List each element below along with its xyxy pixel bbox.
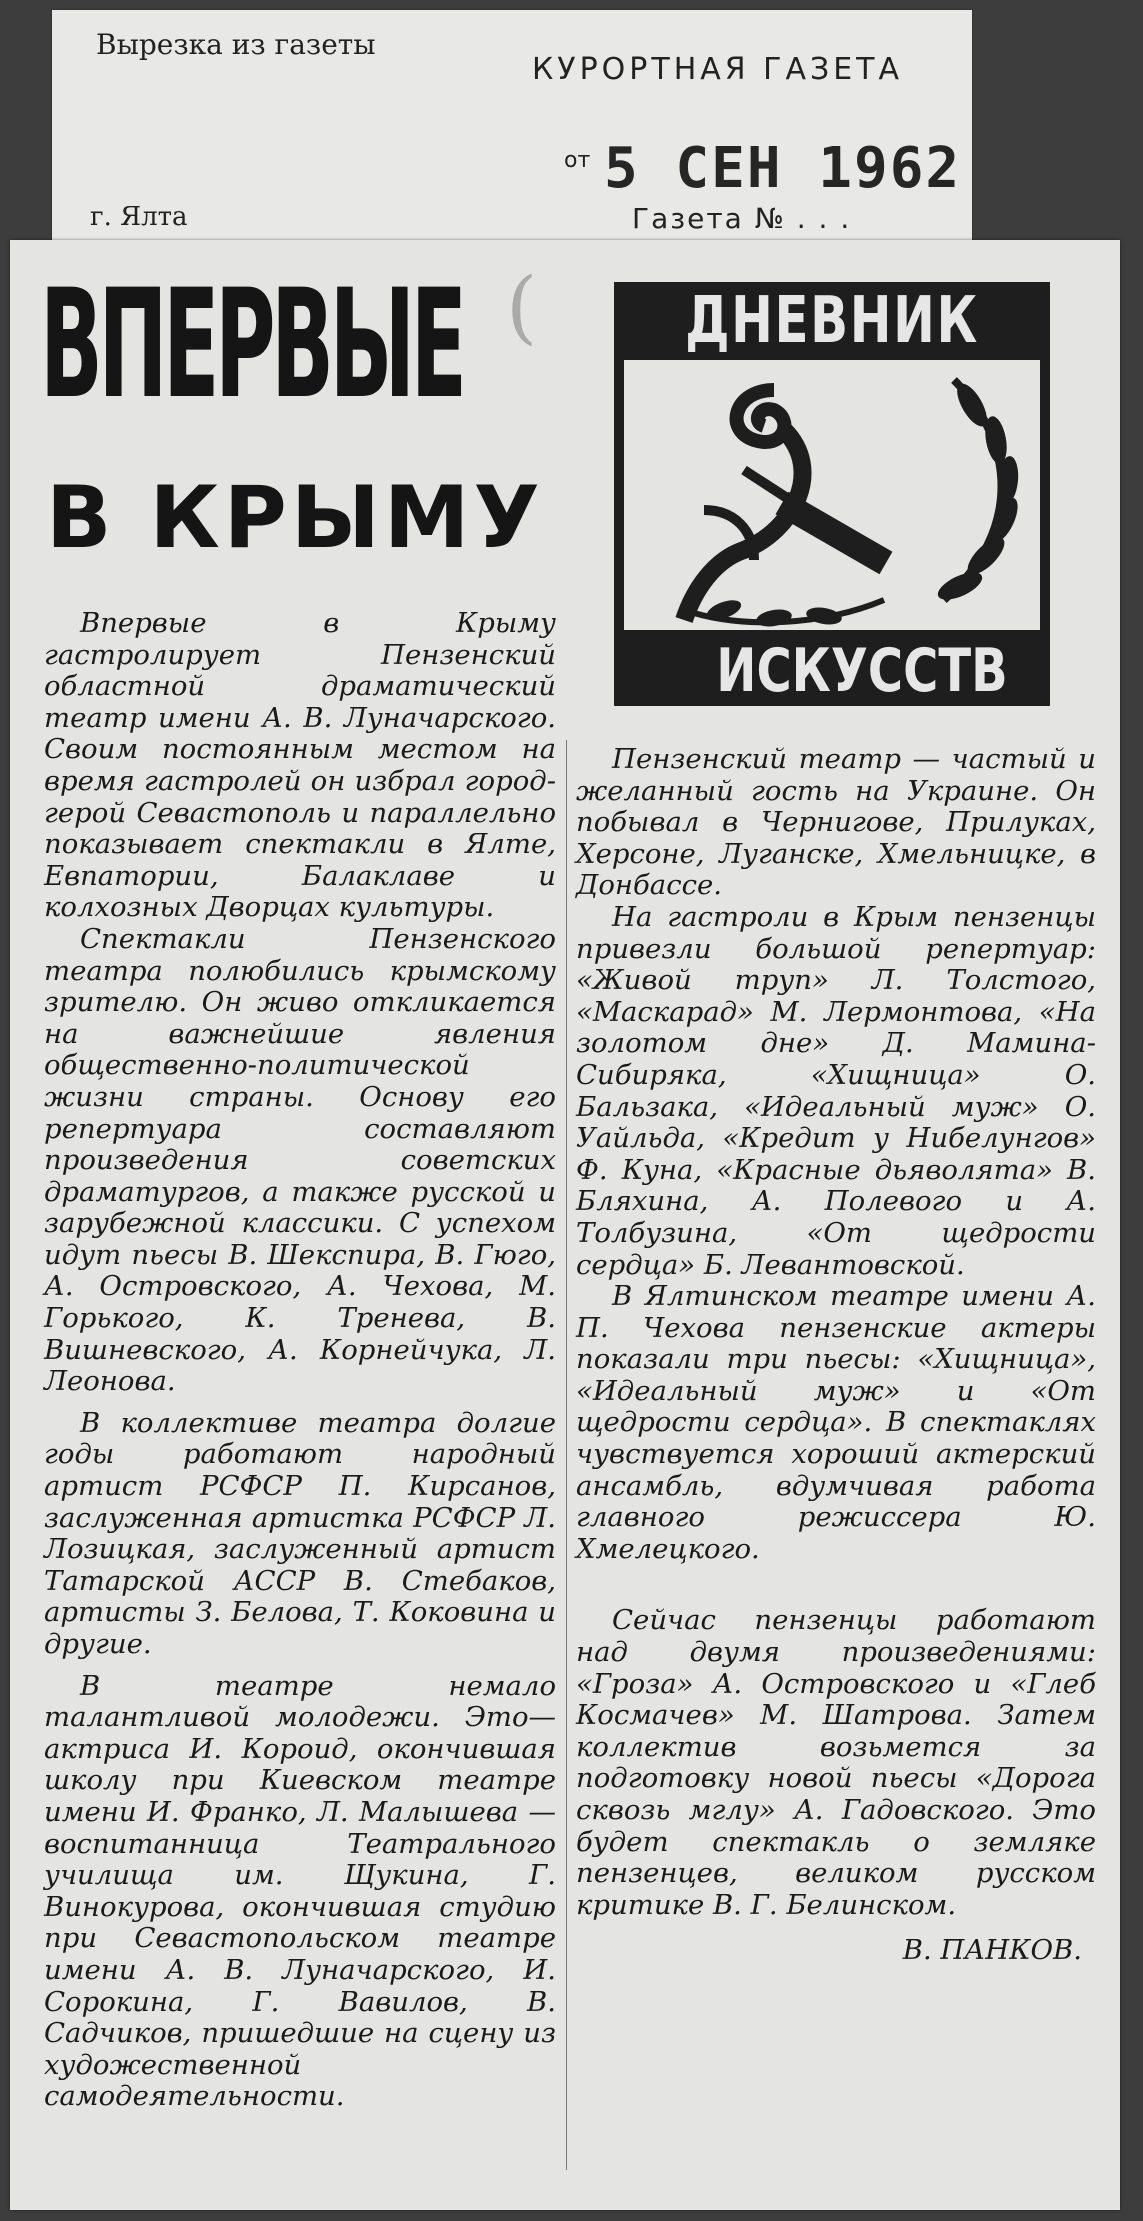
paragraph: Впервые в Крыму гастролирует Пензенский областной драматический театр имени А. В. Луначарского. Своим постоянным местом на время гастролей он избрал город-герой Севастополь и параллельно показывает спектакли в Ялте, Евпатории, Балаклаве и колхозных Дворцах культуры. [44, 607, 556, 924]
rubric-title-top: ДНЕВНИК [685, 284, 979, 358]
headline-line1: ВПЕРВЫЕ [40, 258, 463, 432]
paragraph: Сейчас пензенцы работают над двумя произведениями: «Гроза» А. Островского и «Глеб Космачев» М. Шатрова. Затем коллектив возьмется за подготовку новой пьесы «Дорога сквозь мглу» А. Гадовского. Это будет спектакль о земляке пензенцев, великом русском критике В. Г. Белинском. [576, 1604, 1096, 1921]
headline-line2: В КРЫМУ [46, 468, 544, 568]
city-label: г. Ялта [90, 202, 188, 232]
date-stamp: 5 СЕН 1962 [604, 136, 962, 201]
paragraph: В Ялтинском театре имени А. П. Чехова пензенские актеры показали три пьесы: «Хищница», «Идеальный муж» и «От щедрости сердца». В спектаклях чувствуется хороший актерский ансамбль, вдумчивая работа главного режиссера Ю. Хмелецкого. [576, 1280, 1096, 1565]
article-column-1 [44, 608, 556, 2113]
rubric-title-bottom: ИСКУССТВ [716, 636, 1008, 706]
pencil-mark: ( [506, 260, 538, 353]
paragraph: На гастроли в Крым пензенцы привезли большой репертуар: «Живой труп» Л. Толстого, «Маскарад» М. Лермонтова, «На золотом дне» Д. Мамина-Сибиряка, «Хищница» О. Бальзака, «Идеальный муж» О. Уайльда, «Кредит у Нибелунгов» Ф. Куна, «Красные дьяволята» В. Бляхина, А. Полевого и А. Толбузина, «От щедрости сердца» Б. Левантовской. [576, 900, 1096, 1281]
newspaper-clipping [10, 240, 1120, 2210]
paragraph: В театре немало талантливой молодежи. Это—актриса И. Короид, окончившая школу при Киевском театре имени И. Франко, Л. Малышева — воспитанница Театрального училища им. Щукина, Г. Винокурова, окончившая студию при Севастопольском театре имени А. В. Луначарского, И. Сорокина, Г. Вавилов, В. Садчиков, пришедшие на сцену из художественной самодеятельности. [44, 1669, 556, 2113]
paragraph: Спектакли Пензенского театра полюбились крымскому зрителю. Он живо откликается на важнейшие явления общественно-политической жизни страны. Основу его репертуара составляют произведения советских драматургов, а также русской и зарубежной классики. С успехом идут пьесы В. Шекспира, В. Гюго, А. Островского, А. Чехова, М. Горького, К. Тренева, В. Вишневского, А. Корнейчука, Л. Леонова. [44, 922, 556, 1398]
rubric-emblem-area [624, 360, 1040, 630]
rubric-logo [614, 282, 1050, 706]
paragraph: Пензенский театр — частый и желанный гость на Украине. Он побывал в Чернигове, Прилуках, Херсоне, Луганске, Хмельницке, в Донбассе. [576, 743, 1096, 902]
issue-label: Газета № . . . [632, 202, 852, 235]
newspaper-name: КУРОРТНАЯ ГАЗЕТА [532, 52, 904, 87]
article-column-2 [576, 744, 1096, 1967]
column-divider [566, 740, 567, 2170]
violin-wreath-emblem-icon [624, 360, 1040, 630]
author-signature: В. ПАНКОВ. [902, 1934, 1082, 1967]
date-prefix: от [564, 148, 591, 173]
paragraph: В коллективе театра долгие годы работают народный артист РСФСР П. Кирсанов, заслуженная артистка РСФСР Л. Лозицкая, заслуженный артист Татарской АССР В. Стебаков, артисты З. Белова, Т. Коковина и другие. [44, 1406, 556, 1660]
source-label: Вырезка из газеты [96, 28, 376, 61]
